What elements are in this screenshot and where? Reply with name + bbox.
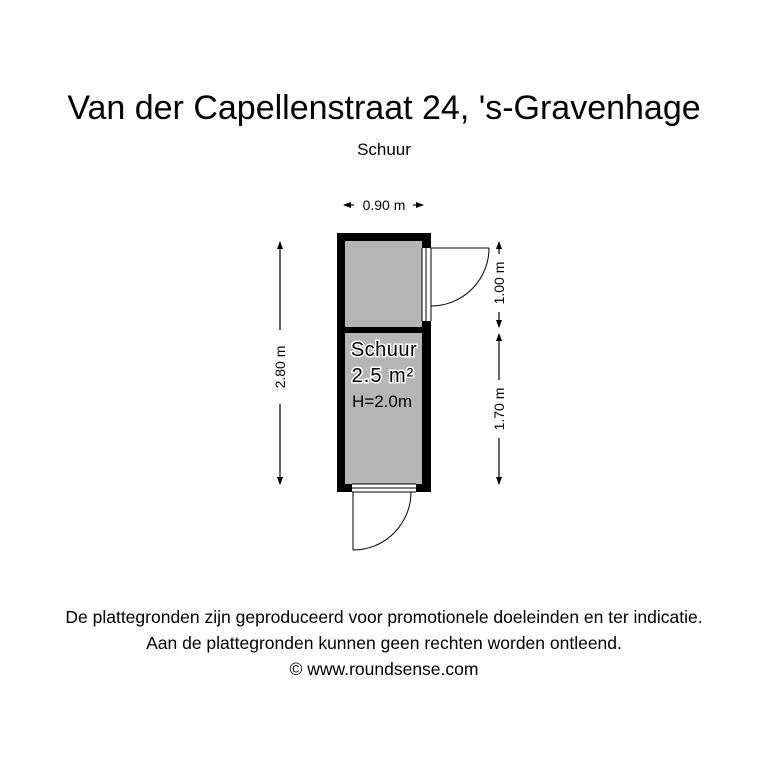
room-name-label: Schuur: [350, 339, 418, 361]
right-door-swing: [431, 248, 489, 306]
width-dimension-label: 0.90 m: [362, 197, 406, 213]
upper-dimension-label: 1.00 m: [491, 261, 507, 305]
disclaimer-line-2: Aan de plattegronden kunnen geen rechten worden ontleend.: [146, 633, 622, 653]
bottom-door-swing: [353, 492, 411, 550]
room-area-label: 2.5 m²: [351, 365, 415, 387]
page-title: Van der Capellenstraat 24, 's-Gravenhage: [67, 89, 701, 127]
disclaimer-line-1: De plattegronden zijn geproduceerd voor promotionele doeleinden en ter indicatie.: [65, 607, 703, 627]
lower-dimension-label: 1.70 m: [491, 387, 507, 431]
disclaimer: [0, 604, 768, 682]
length-dimension-label: 2.80 m: [272, 345, 288, 389]
upper-compartment: [345, 241, 422, 327]
room-height-label: H=2.0m: [352, 392, 412, 411]
page-subtitle: Schuur: [357, 140, 411, 159]
copyright-link[interactable]: © www.roundsense.com: [289, 659, 479, 679]
